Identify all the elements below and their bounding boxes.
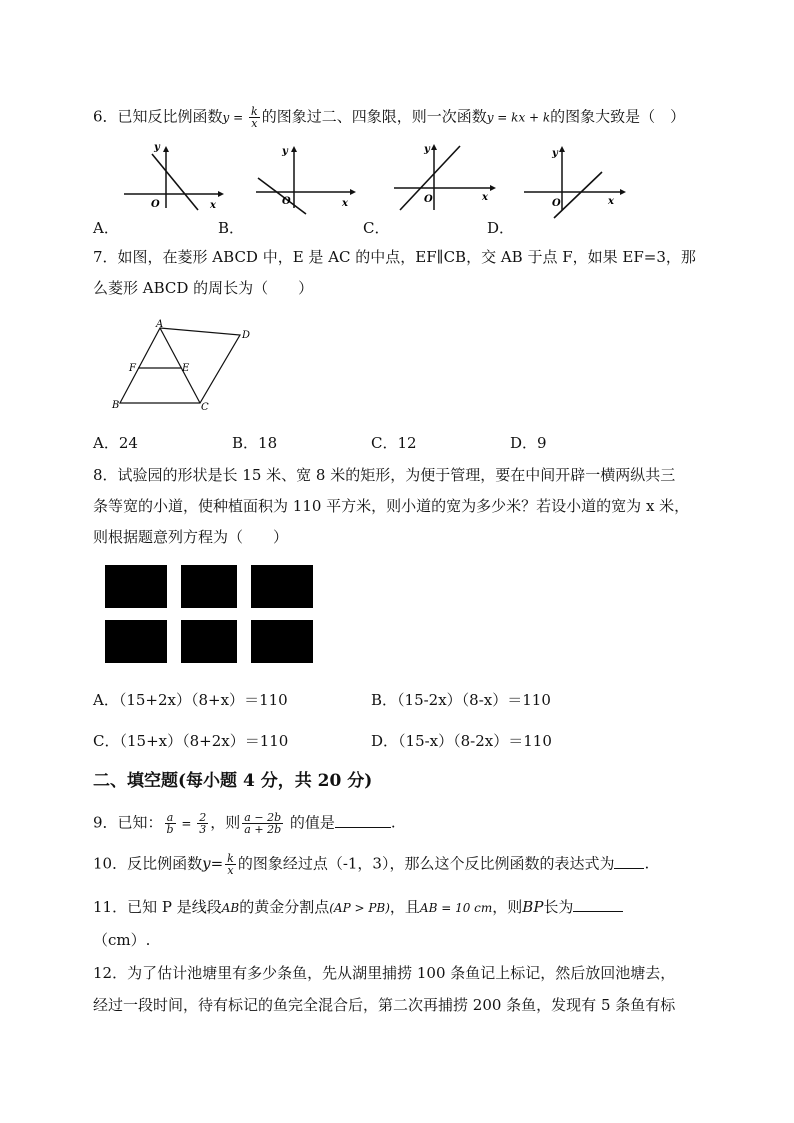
q6-option-a: A． xyxy=(93,219,119,237)
q10-answer-blank[interactable] xyxy=(614,854,644,869)
q7-rhombus-figure xyxy=(108,318,258,414)
svg-text:C: C xyxy=(201,402,209,413)
q6-text: 6．已知反比例函数y = $\frac{k}{x}$ 的图象过二、四象限，则一次函数y = kx + k的图象大致是（ ） xyxy=(93,105,686,130)
q7-option-a: A．24 xyxy=(93,434,138,452)
svg-text:B: B xyxy=(112,400,120,411)
svg-text:y: y xyxy=(424,144,430,155)
q12-line1: 12．为了估计池塘里有多少条鱼，先从湖里捕捞 100 条鱼记上标记，然后放回池塘去， xyxy=(93,964,676,982)
svg-text:O: O xyxy=(424,194,433,205)
svg-text:y: y xyxy=(552,148,558,159)
svg-text:x: x xyxy=(608,196,614,207)
q11-text: 11．已知 P 是线段AB的黄金分割点(AP > PB)，且AB = 10 cm，则BP长为 xyxy=(93,897,623,918)
svg-text:O: O xyxy=(151,199,160,210)
q6-option-b: B． xyxy=(218,219,245,237)
q8-line3: 则根据题意列方程为（ ） xyxy=(93,528,289,546)
svg-text:O: O xyxy=(552,198,561,209)
svg-text:y: y xyxy=(282,146,288,157)
q8-line2: 条等宽的小道，使种植面积为 110 平方米，则小道的宽为多少米？若设小道的宽为 x 米， xyxy=(93,497,690,515)
q6-graph-c xyxy=(390,140,500,214)
q10-text: 10．反比例函数y= $\frac{k}{x}$ 的图象经过点（-1，3），那么这个反比例函数的表达式为 . xyxy=(93,852,650,877)
svg-text:E: E xyxy=(182,363,190,374)
q6-fraction: $\frac{k}{x}$ xyxy=(251,105,258,130)
q6-option-d: D． xyxy=(487,219,515,237)
svg-text:x: x xyxy=(210,200,216,211)
q9-text: 9．已知： $\frac{a}{b}$ = $\frac{2}{3}$ ，则 $\frac{a - 2b}{a + 2b}$ 的值是 . xyxy=(93,811,396,836)
svg-text:x: x xyxy=(482,192,488,203)
section-title: 二、填空题(每小题 4 分，共 20 分) xyxy=(93,771,373,791)
svg-text:F: F xyxy=(129,363,136,374)
q6-graph-a xyxy=(118,144,228,214)
q8-option-a: A．（15+2x）（8+x）＝110 xyxy=(93,691,288,709)
q6-option-c: C． xyxy=(363,219,390,237)
q9-answer-blank[interactable] xyxy=(335,813,391,828)
q8-line1: 8．试验园的形状是长 15 米、宽 8 米的矩形，为便于管理，要在中间开辟一横两纵共三 xyxy=(93,466,676,484)
q6-graph-b xyxy=(250,144,360,214)
q11-answer-blank[interactable] xyxy=(573,897,623,912)
svg-text:D: D xyxy=(242,330,251,341)
q6-graph-d xyxy=(520,144,630,214)
q7-option-c: C．12 xyxy=(371,434,417,452)
svg-text:O: O xyxy=(282,196,291,207)
q8-field-figure xyxy=(104,564,314,664)
q8-option-d: D．（15-x）（8-2x）＝110 xyxy=(371,732,552,750)
svg-text:A: A xyxy=(156,319,164,330)
svg-text:y: y xyxy=(154,142,160,153)
svg-text:x: x xyxy=(342,198,348,209)
q8-option-b: B．（15-2x）（8-x）＝110 xyxy=(371,691,551,709)
q12-line2: 经过一段时间，待有标记的鱼完全混合后，第二次再捕捞 200 条鱼，发现有 5 条鱼有标 xyxy=(93,996,676,1014)
q7-line1: 7．如图，在菱形 ABCD 中，E 是 AC 的中点，EF∥CB，交 AB 于点 F，如果 EF=3，那 xyxy=(93,248,696,266)
q7-option-b: B．18 xyxy=(232,434,278,452)
q8-option-c: C．（15+x）（8+2x）＝110 xyxy=(93,732,289,750)
q11-unit: （cm）. xyxy=(93,931,151,949)
q7-line2: 么菱形 ABCD 的周长为（ ） xyxy=(93,279,314,297)
q7-option-d: D．9 xyxy=(510,434,547,452)
